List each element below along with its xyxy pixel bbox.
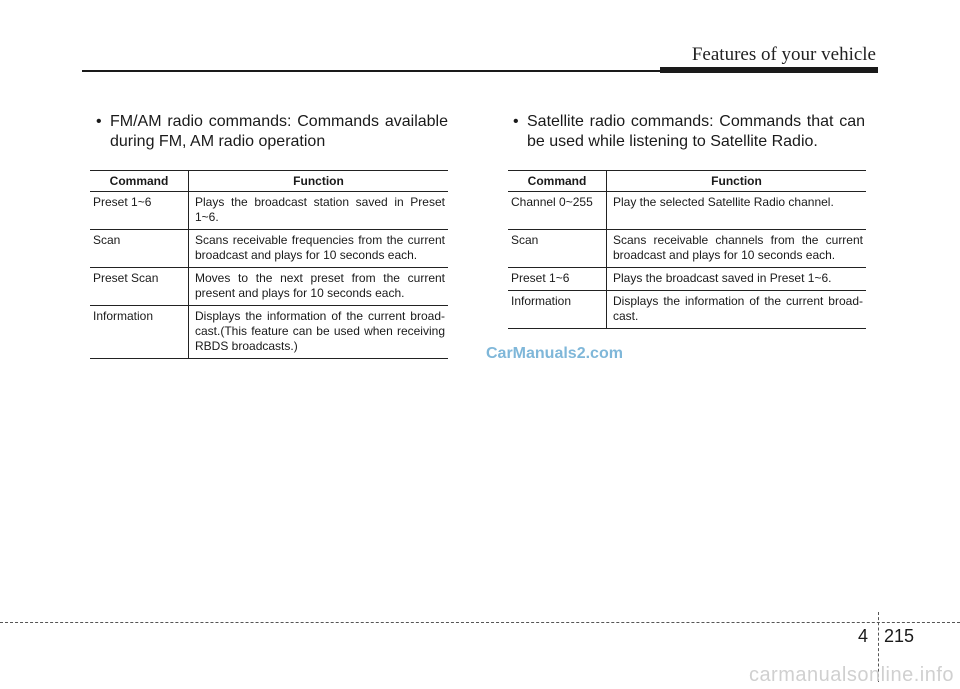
- section-title: Features of your vehicle: [691, 44, 876, 65]
- table-row: [90, 192, 448, 230]
- function-cell: Displays the information of the current broad-cast.(This feature can be used when receiving RBDS broadcasts.): [189, 306, 449, 359]
- table-row: [508, 230, 866, 268]
- satellite-commands-table: [508, 170, 866, 329]
- table-row: [90, 230, 448, 268]
- command-cell: Scan: [508, 230, 607, 268]
- chapter-number: 4: [858, 626, 869, 646]
- function-cell: Play the selected Satellite Radio channel.: [607, 192, 867, 230]
- function-cell: Scans receivable frequencies from the current broadcast and plays for 10 seconds each.: [189, 230, 449, 268]
- function-cell: Plays the broadcast station saved in Preset 1~6.: [189, 192, 449, 230]
- table-row: [508, 291, 866, 329]
- satellite-commands-section: [505, 112, 865, 329]
- table-header-row: [508, 171, 866, 192]
- header-rule-accent: [660, 67, 878, 73]
- fm-am-intro: [88, 112, 448, 152]
- bullet-icon: •: [513, 113, 519, 130]
- table-row: [508, 192, 866, 230]
- command-cell: Information: [508, 291, 607, 329]
- column-header-function: Function: [607, 171, 867, 192]
- function-cell: Plays the broadcast saved in Preset 1~6.: [607, 268, 867, 291]
- function-cell: Displays the information of the current broad-cast.: [607, 291, 867, 329]
- column-header-function: Function: [189, 171, 449, 192]
- table-row: [90, 306, 448, 359]
- function-cell: Moves to the next preset from the current present and plays for 10 seconds each.: [189, 268, 449, 306]
- table-row: [508, 268, 866, 291]
- footer-rule: [0, 622, 960, 623]
- command-cell: Information: [90, 306, 189, 359]
- command-cell: Preset 1~6: [508, 268, 607, 291]
- fm-am-intro-text: FM/AM radio commands: Commands available during FM, AM radio operation: [110, 113, 448, 150]
- column-header-command: Command: [508, 171, 607, 192]
- bullet-icon: •: [96, 113, 102, 130]
- command-cell: Channel 0~255: [508, 192, 607, 230]
- command-cell: Preset 1~6: [90, 192, 189, 230]
- fm-am-commands-table: [90, 170, 448, 359]
- table-header-row: [90, 171, 448, 192]
- satellite-intro: [505, 112, 865, 152]
- watermark-link[interactable]: CarManuals2.com: [486, 345, 623, 362]
- satellite-intro-text: Satellite radio commands: Commands that can be used while listening to Satellite Radio.: [527, 113, 865, 150]
- fm-am-commands-section: [88, 112, 448, 359]
- function-cell: Scans receivable channels from the current broadcast and plays for 10 seconds each.: [607, 230, 867, 268]
- column-header-command: Command: [90, 171, 189, 192]
- command-cell: Preset Scan: [90, 268, 189, 306]
- table-row: [90, 268, 448, 306]
- command-cell: Scan: [90, 230, 189, 268]
- page-number: 215: [884, 626, 915, 646]
- footer-site-link[interactable]: carmanualsonline.info: [748, 664, 954, 686]
